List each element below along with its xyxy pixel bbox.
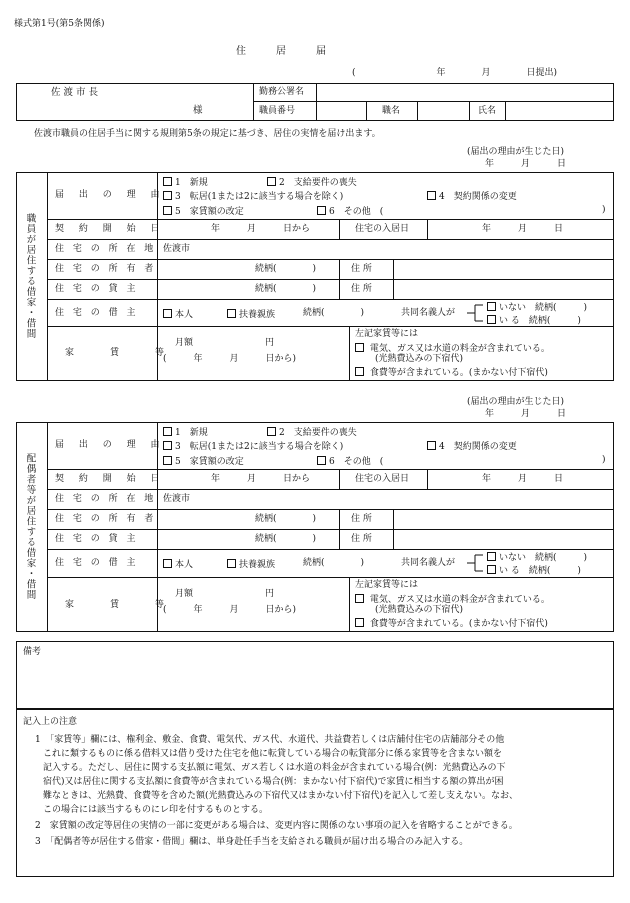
checkbox-icon — [163, 206, 172, 215]
movein-label: 住宅の入居日 — [355, 474, 410, 484]
owner-relation[interactable]: 続柄( ) — [255, 514, 317, 524]
checkbox-icon — [355, 594, 364, 603]
page-title: 住 居 届 — [236, 46, 326, 57]
reason-label: 届 出 の 理 由 — [55, 190, 166, 200]
name-field[interactable] — [506, 102, 613, 120]
note-1-line-4: 宿代)又は居住に関する支払額に食費等が含まれている場合(例：まかない付下宿代)で家賃に相当する額の算出が困 — [43, 777, 504, 787]
rent-note-utilities-sub: (光熱費込みの下宿代) — [375, 605, 464, 615]
lessor-address-label: 住 所 — [351, 284, 372, 294]
lessee-self[interactable]: 本人 — [163, 309, 193, 320]
lessee-relation[interactable]: 続柄( ) — [303, 308, 365, 318]
position-label: 職名 — [382, 106, 401, 116]
note-1-line-3: 記入する。ただし、居住に関する支払額に電気、ガス若しくは水道の料金が含まれている場合(例：光熱費込みの下 — [43, 763, 506, 773]
checkbox-icon — [355, 343, 364, 352]
reason-rent-revision[interactable]: 5 家賃額の改定 — [163, 206, 244, 217]
office-field[interactable] — [317, 84, 613, 101]
rent-note-meals[interactable]: 食費等が含まれている。(まかない付下宿代) — [355, 367, 548, 378]
staff-number-label: 職員番号 — [259, 106, 296, 116]
rent-from[interactable]: ( 年 月 日から) — [163, 354, 297, 364]
checkbox-icon — [227, 559, 236, 568]
reason-move[interactable]: 3 転居(1または2に該当する場合を除く) — [163, 191, 343, 202]
reason-lost[interactable]: 2 支給要件の喪失 — [267, 177, 357, 188]
reason-rent-revision[interactable]: 5 家賃額の改定 — [163, 456, 244, 467]
rent-note-utilities-sub: (光熱費込みの下宿代) — [375, 354, 464, 364]
note-1-line-1: 1 「家賃等」欄には、権利金、敷金、食費、電気代、ガス代、水道代、共益費若しくは店舗付住宅の店舗部分その他 — [35, 735, 505, 745]
position-field[interactable] — [418, 102, 468, 120]
checkbox-icon — [487, 552, 496, 561]
checkbox-icon — [267, 177, 276, 186]
checkbox-icon — [227, 309, 236, 318]
co-owner-none[interactable]: いない 続柄( ) — [487, 302, 587, 313]
submission-date: ( 年 月 日提出) — [352, 68, 558, 78]
notes-box — [16, 709, 614, 877]
brace-icon — [467, 552, 489, 574]
note-1-line-6: この場合には該当するものにレ印を付するものとする。 — [43, 805, 269, 815]
co-owner-label: 共同名義人が — [401, 308, 456, 318]
checkbox-icon — [487, 315, 496, 324]
checkbox-icon — [163, 456, 172, 465]
reason-new[interactable]: 1 新規 — [163, 427, 208, 438]
movein-label: 住宅の入居日 — [355, 224, 410, 234]
co-owner-yes[interactable]: い る 続柄( ) — [487, 315, 581, 326]
checkbox-icon — [355, 618, 364, 627]
rent-from[interactable]: ( 年 月 日から) — [163, 605, 297, 615]
lessee-relation[interactable]: 続柄( ) — [303, 558, 365, 568]
co-owner-yes[interactable]: い る 続柄( ) — [487, 565, 581, 576]
checkbox-icon — [427, 441, 436, 450]
note-2: 2 家賃額の改定等居住の実情の一部に変更がある場合は、変更内容に関係のない事項の記入を省略することができる。 — [35, 821, 518, 831]
checkbox-icon — [267, 427, 276, 436]
reason-other-close: ) — [602, 455, 606, 465]
location-value[interactable]: 佐渡市 — [163, 244, 191, 254]
reason-lost[interactable]: 2 支給要件の喪失 — [267, 427, 357, 438]
form-number: 様式第1号(第5条関係) — [14, 19, 105, 29]
checkbox-icon — [163, 177, 172, 186]
owner-address-label: 住 所 — [351, 514, 372, 524]
staff-number-field[interactable] — [317, 102, 365, 120]
reason-contract-change[interactable]: 4 契約関係の変更 — [427, 441, 517, 452]
lessee-dependent[interactable]: 扶養親族 — [227, 559, 275, 570]
owner-address-label: 住 所 — [351, 264, 372, 274]
section-spouse-title: 配偶者等が居住する借家・借間 — [24, 453, 36, 600]
rent-label: 家 賃 等 — [65, 348, 171, 358]
rent-label: 家 賃 等 — [65, 600, 171, 610]
reason-move[interactable]: 3 転居(1または2に該当する場合を除く) — [163, 441, 343, 452]
rent-note-utilities[interactable]: 電気、ガス又は水道の料金が含まれている。 — [355, 343, 550, 354]
co-owner-label: 共同名義人が — [401, 558, 456, 568]
intro-text: 佐渡市職員の住居手当に関する規則第5条の規定に基づき、居住の実情を届け出ます。 — [34, 129, 381, 139]
rent-note-meals[interactable]: 食費等が含まれている。(まかない付下宿代) — [355, 618, 548, 629]
rent-note-head: 左記家賃等には — [355, 329, 419, 339]
recipient-label: 佐 渡 市 長 — [51, 87, 99, 98]
rent-month[interactable]: 月額 円 — [175, 338, 275, 348]
rent-note-head: 左記家賃等には — [355, 580, 419, 590]
location-label: 住 宅 の 所 在 地 — [55, 494, 157, 504]
contract-label: 契 約 開 始 日 — [55, 474, 166, 484]
owner-label: 住 宅 の 所 有 者 — [55, 264, 157, 274]
section-employee — [16, 172, 614, 381]
reason-other[interactable]: 6 その他 ( — [317, 456, 383, 467]
checkbox-icon — [317, 456, 326, 465]
checkbox-icon — [427, 191, 436, 200]
note-1-line-5: 難なときは、光熱費、食費等を含めた額(光熱費込みの下宿代又はまかない付下宿代)を記入して差し支えない。なお、 — [43, 791, 519, 801]
contract-label: 契 約 開 始 日 — [55, 224, 166, 234]
checkbox-icon — [163, 427, 172, 436]
reason-date-value: 年 月 日 — [485, 159, 567, 169]
checkbox-icon — [317, 206, 326, 215]
location-label: 住 宅 の 所 在 地 — [55, 244, 157, 254]
reason-contract-change[interactable]: 4 契約関係の変更 — [427, 191, 517, 202]
contract-value[interactable]: 年 月 日から — [211, 474, 311, 484]
reason-other[interactable]: 6 その他 ( — [317, 206, 383, 217]
header-box — [16, 83, 614, 121]
reason-date-caption-2: (届出の理由が生じた日) — [467, 397, 565, 407]
section-spouse — [16, 422, 614, 632]
name-label: 氏名 — [478, 106, 497, 116]
rent-month[interactable]: 月額 円 — [175, 589, 275, 599]
brace-icon — [467, 302, 489, 324]
reason-other-close: ) — [602, 205, 606, 215]
lessor-label: 住 宅 の 貸 主 — [55, 284, 139, 294]
movein-value[interactable]: 年 月 日 — [482, 474, 564, 484]
lessor-label: 住 宅 の 貸 主 — [55, 534, 139, 544]
checkbox-icon — [355, 367, 364, 376]
reason-new[interactable]: 1 新規 — [163, 177, 208, 188]
checkbox-icon — [487, 302, 496, 311]
movein-value[interactable]: 年 月 日 — [482, 224, 564, 234]
lessee-label: 住 宅 の 借 主 — [55, 308, 139, 318]
checkbox-icon — [163, 441, 172, 450]
lessee-label: 住 宅 の 借 主 — [55, 558, 139, 568]
rent-note-utilities[interactable]: 電気、ガス又は水道の料金が含まれている。 — [355, 594, 550, 605]
remarks-box[interactable] — [16, 641, 614, 709]
location-value[interactable]: 佐渡市 — [163, 494, 191, 504]
note-3: 3 「配偶者等が居住する借家・借間」欄は、単身赴任手当を支給される職員が届け出る場合のみ記入する。 — [35, 837, 469, 847]
reason-date-value-2: 年 月 日 — [485, 409, 567, 419]
office-label: 勤務公署名 — [259, 87, 305, 97]
lessor-relation[interactable]: 続柄( ) — [255, 284, 317, 294]
reason-label: 届 出 の 理 由 — [55, 440, 166, 450]
section-employee-title: 職員が居住する借家・借間 — [24, 213, 36, 339]
remarks-label: 備考 — [23, 647, 42, 657]
lessor-address-label: 住 所 — [351, 534, 372, 544]
lessee-self[interactable]: 本人 — [163, 559, 193, 570]
lessor-relation[interactable]: 続柄( ) — [255, 534, 317, 544]
co-owner-none[interactable]: いない 続柄( ) — [487, 552, 587, 563]
contract-value[interactable]: 年 月 日から — [211, 224, 311, 234]
checkbox-icon — [163, 191, 172, 200]
owner-label: 住 宅 の 所 有 者 — [55, 514, 157, 524]
checkbox-icon — [163, 309, 172, 318]
reason-date-caption: (届出の理由が生じた日) — [467, 147, 565, 157]
checkbox-icon — [487, 565, 496, 574]
note-1-line-2: これに類するものに係る借料又は借り受けた住宅を他に転貸している場合の転貸部分に係る家賃等を含まない額を — [43, 749, 503, 759]
checkbox-icon — [163, 559, 172, 568]
notes-heading: 記入上の注意 — [23, 717, 78, 727]
lessee-dependent[interactable]: 扶養親族 — [227, 309, 275, 320]
sama-label: 様 — [193, 105, 203, 116]
owner-relation[interactable]: 続柄( ) — [255, 264, 317, 274]
